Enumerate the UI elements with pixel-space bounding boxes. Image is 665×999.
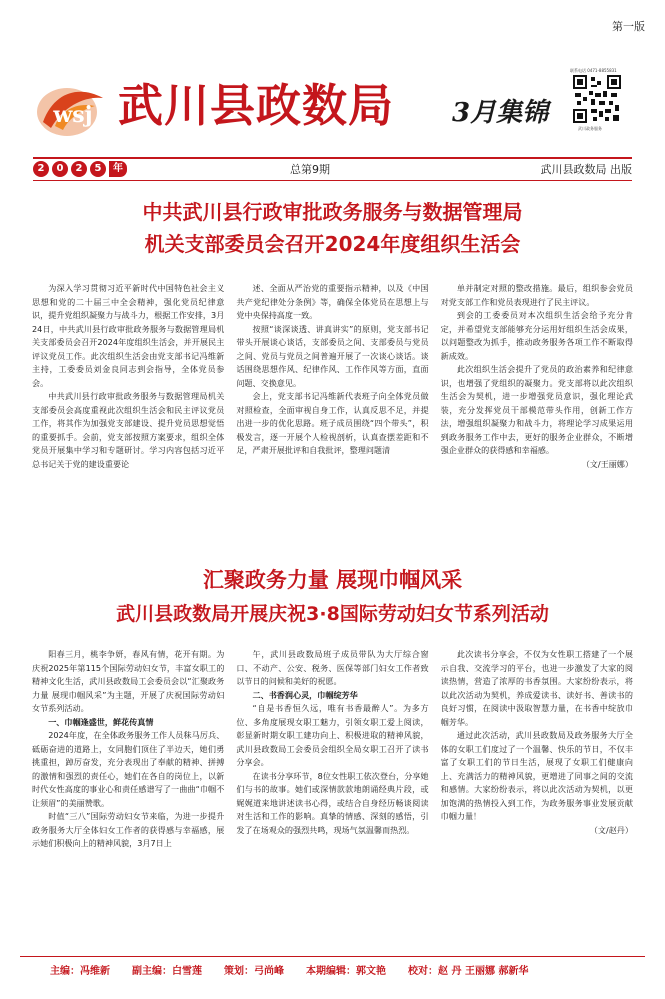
- article1-headline-line1: 中共武川县行政审批政务服务与数据管理局: [142, 200, 523, 224]
- masthead-title: 武川县政数局: [118, 79, 395, 132]
- year-badges: [33, 161, 127, 177]
- paragraph: 按照“谈深谈透、讲真讲实”的原则，党支部书记带头开展谈心谈话，支部委员之间、支部委员与党员之间、党员与党员之间普遍开展了一次谈心谈话。谈话围绕思想作风、纪律作风、工作作风等方面，直面问题、交换意见。: [236, 323, 429, 388]
- year-digit: 5: [90, 161, 106, 177]
- article1-column: [32, 282, 224, 560]
- paragraph: 此次读书分享会，不仅为女性职工搭建了一个展示自我、交流学习的平台，也进一步激发了大家的阅读热情，营造了浓厚的书香氛围。大家纷纷表示，将以此次活动为契机，养成爱读书、读好书、善读书的良好习惯，在阅读中汲取智慧力量，在书香中绽放巾帼芳华。: [440, 649, 633, 727]
- qr-code-icon: [573, 75, 621, 123]
- paragraph: 中共武川县行政审批政务服务与数据管理局机关支部委员会高度重视此次组织生活会和民主评议党员工作，将其作为加强党支部建设、提升党员思想觉悟的重要抓手。会前，党支部按照方案要求，组织全体党员开展集中学习和专题研讨。学习内容包括习近平总书记关于党的建设重要论: [32, 391, 225, 469]
- section-heading: 一、巾帼逢盛世，鲜花传真情: [48, 716, 154, 727]
- paragraph: 阳春三月，桃李争妍，春风有情，花开有期。为庆祝2025年第115个国际劳动妇女节，丰富女职工的精神文化生活，武川县政数局工会委员会以“汇聚政务力量 展现巾帼风采”为主题，开展了庆祝国际劳动妇女节系列活动。: [32, 649, 225, 713]
- article2-column: [32, 648, 224, 948]
- page-label: 第一版: [612, 20, 645, 33]
- article1-headline-line2: 机关支部委员会召开2024年度组织生活会: [144, 232, 521, 256]
- article1-body: [32, 282, 633, 560]
- paragraph: “自是书香恒久远，唯有书香最醉人”。为多方位、多角度展现女职工魅力，引领女职工爱上阅读，彰显新时期女职工建功向上、积极进取的精神风貌，武川县政数局工会委员会组织全局女职工召开了读书分享会。: [236, 703, 429, 767]
- masthead-divider: [33, 157, 632, 159]
- footer-credits: [50, 962, 528, 977]
- paragraph: 述、全面从严治党的重要指示精神，以及《中国共产党纪律处分条例》等，确保全体党员在思想上与党中央保持高度一致。: [236, 283, 429, 320]
- article2-byline: （文/赵丹）: [589, 824, 633, 835]
- year-suffix: 年: [109, 161, 127, 177]
- paragraph: 时值“三八”国际劳动妇女节来临，为进一步提升政务服务大厅全体妇女工作者的获得感与幸福感，展示她们积极向上的精神风貌，3月7日上: [32, 811, 225, 848]
- paragraph: 单并制定对照的整改措施。最后，组织参会党员对党支部工作和党员表现进行了民主评议。: [440, 283, 633, 307]
- credit-deputy-editor: 副主编：白雪莲: [132, 966, 202, 977]
- paragraph: 为深入学习贯彻习近平新时代中国特色社会主义思想和党的二十届三中全会精神，强化党员纪律意识，提升党组织凝聚力与战斗力，根据工作安排，3月24日，中共武川县行政审批政务服务与数据管理局机关支部委员会召开2024年度组织生活会，并开展民主评议党员工作。此次组织生活会由党支部书记冯维新主持，工委委员刘金良同志到会指导，全体党员参会。: [32, 283, 225, 388]
- article2-headline-line1: 汇聚政务力量 展现巾帼风采: [202, 568, 463, 592]
- qr-label: 联系电话 0471-8855831: [570, 68, 617, 73]
- paragraph: 此次组织生活会提升了党员的政治素养和纪律意识，也增强了党组织的凝聚力。党支部将以此次组织生活会为契机，进一步增强党员意识，强化理论武装，充分发挥党员干部模范带头作用，创新工作方法，增强组织凝聚力和战斗力，将理论学习成果运用到政务服务工作中去，更好的服务企业群众，不断增强企业群众的获得感和幸福感。: [440, 364, 633, 455]
- year-digit: 2: [71, 161, 87, 177]
- article1-column: [236, 282, 428, 560]
- publisher: 武川县政数局 出版: [540, 163, 632, 176]
- paragraph: 午，武川县政数局班子成员带队为大厅综合窗口、不动产、公安、税务、医保等部门妇女工作者致以节日的问候和美好的祝愿。: [236, 649, 429, 686]
- paragraph: 2024年度，在全体政务服务工作人员秣马厉兵、砥砺奋进的道路上，女同胞们顶住了半边天，她们勇挑重担，踔厉奋发，充分表现出了奉献的精神、拼搏的激情和强烈的责任心，她们在各自的岗位上，以新时代女性高度的事业心和责任感谱写了一曲曲“巾帼不让须眉”的美丽赞歌。: [32, 730, 225, 808]
- stylized-wsj-logo-icon: [33, 76, 113, 140]
- qr-caption: 武川政务服务: [578, 126, 602, 131]
- credit-chief-editor: 主编：冯维新: [50, 966, 110, 977]
- article2-body: [32, 648, 633, 948]
- article2-column: [236, 648, 428, 948]
- paragraph: 会上，党支部书记冯维新代表班子向全体党员做对照检查，全面审视自身工作，认真反思不足，并提出进一步的优化思路。班子成员围绕“四个带头”，积极发言，逐一开展个人检视剖析，认真查摆差距和不足，严肃开展批评和自我批评，整理问题清: [236, 391, 429, 455]
- article2-headline-line2: 武川县政数局开展庆祝3·8国际劳动妇女节系列活动: [116, 603, 549, 625]
- credit-issue-editor: 本期编辑：郭文艳: [306, 966, 386, 977]
- issue-number: 总第9期: [290, 163, 330, 176]
- article1-column: [441, 282, 633, 560]
- paragraph: 通过此次活动，武川县政数局及政务服务大厅全体的女职工们度过了一个温馨、快乐的节日，不仅丰富了女职工们的节日生活，展现了女职工们健康向上、充满活力的精神风貌，更增进了同事之间的交流和感情。大家纷纷表示，将以此次活动为契机，以更加饱满的热情投入到工作，为政务服务事业发展贡献巾帼力量！: [440, 730, 633, 821]
- svg-text:wsj: wsj: [53, 102, 93, 128]
- paragraph: 在读书分享环节，8位女性职工依次登台，分享她们与书的故事。她们或深情款款地朗诵经典片段，或娓娓道来地讲述读书心得，或结合自身经历畅谈阅读对生活和工作的影响。真挚的情感、深刻的感悟，引发了在场观众的强烈共鸣，现场气氛温馨而热烈。: [236, 770, 429, 835]
- masthead-subdivider: [33, 180, 632, 181]
- paragraph: 到会的工委委员对本次组织生活会给予充分肯定，并希望党支部能够充分运用好组织生活会成果，以问题整改为抓手，推动政务服务各项工作不断取得新成效。: [440, 310, 633, 361]
- credit-proofreaders: 校对：赵 丹 王丽娜 郝新华: [408, 966, 529, 977]
- footer-divider: [20, 956, 645, 957]
- year-digit: 2: [33, 161, 49, 177]
- month-title: 3月集锦: [452, 98, 549, 128]
- article1-byline: （文/王丽娜）: [581, 458, 633, 469]
- credit-planner: 策划：弓尚峰: [224, 966, 284, 977]
- article2-column: [441, 648, 633, 948]
- section-heading: 二、书香润心灵，巾帼绽芳华: [252, 689, 358, 700]
- year-digit: 0: [52, 161, 68, 177]
